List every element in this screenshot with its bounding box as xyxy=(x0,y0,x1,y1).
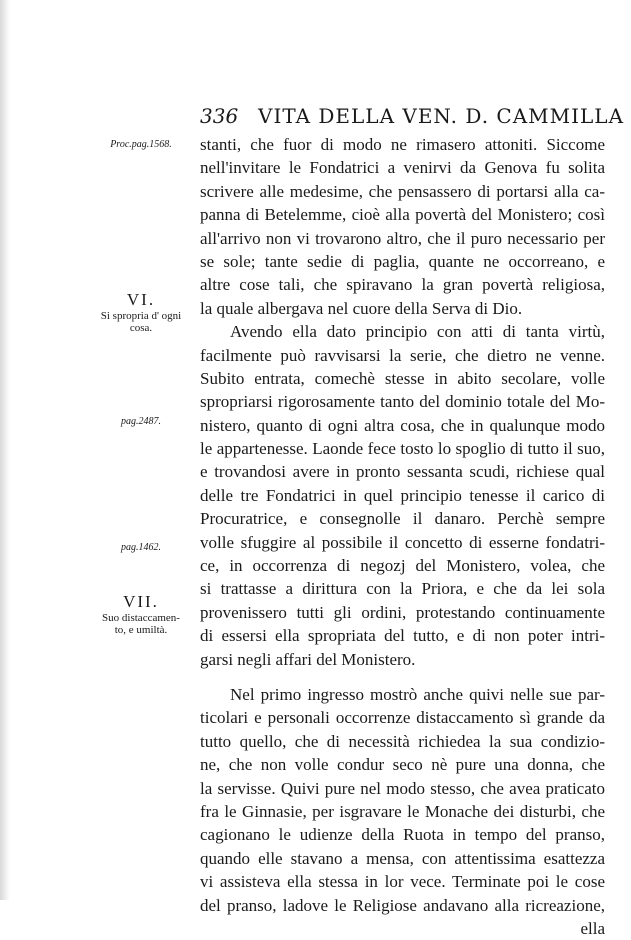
text-line: Procuratrice, e consegnolle il danaro. Perchè sempre xyxy=(200,509,605,529)
text-line: se sole; tante sedie di paglia, quante ne occorreano, e xyxy=(200,251,605,271)
paragraph xyxy=(200,133,605,320)
text-line: provenissero tutti gli ordini, protestando continuamente xyxy=(200,602,605,622)
section-number: VI. xyxy=(126,290,156,309)
text-line: altre cose tali, che spiravano la gran povertà religiosa, xyxy=(200,275,605,295)
section-summary-line: to, e umiltà. xyxy=(114,624,168,636)
text-line: vi assisteva ella stessa in lor vece. Terminate poi le cose xyxy=(200,872,605,892)
text-line: e trovandosi avere in pronto sessanta scudi, richiese qual xyxy=(200,462,605,482)
text-line: nistero, quanto di ogni altra cosa, che in qualunque modo xyxy=(200,415,605,435)
text-line: panna di Betelemme, cioè alla povertà del Monistero; così xyxy=(200,205,605,225)
catchword: ella xyxy=(580,918,605,938)
text-line: volle sfuggire al possibile il concetto di esserne fondatri- xyxy=(200,532,605,552)
text-line: spropriarsi rigorosamente tanto del dominio totale del Mo- xyxy=(200,392,605,412)
text-line: garsi negli affari del Monistero. xyxy=(200,649,416,669)
section-summary-line: Suo distaccamen- xyxy=(102,612,180,624)
text-line: quando elle stavano a mensa, con attentissima esattezza xyxy=(200,848,605,868)
section-number: VII. xyxy=(123,592,159,611)
page-gutter xyxy=(0,0,10,900)
text-line: delle tre Fondatrici in quel principio tenesse il carico di xyxy=(200,485,605,505)
text-line: Avendo ella dato principio con atti di tanta virtù, xyxy=(230,322,605,342)
text-line: la servisse. Quivi pure nel modo stesso, che avea praticato xyxy=(200,778,605,798)
page-number: 336 xyxy=(200,104,239,128)
body-text xyxy=(200,133,605,940)
margin-reference: pag.1462. xyxy=(121,542,161,553)
text-line: tutto quello, che di necessità richiedea la sua condizio- xyxy=(200,731,605,751)
text-line: di essersi ella spropriata del tutto, e di non poter intri- xyxy=(200,626,605,646)
text-line: Subito entrata, comechè stesse in abito secolare, volle xyxy=(200,368,605,388)
text-line: scrivere alle medesime, che pensassero di portarsi alla ca- xyxy=(200,181,605,201)
page-header xyxy=(200,104,625,130)
section-summary-line: Si spropria d' ogni xyxy=(100,310,182,322)
paragraph-gap xyxy=(200,671,605,683)
text-line: nell'invitare le Fondatrici a venirvi da Genova fu solita xyxy=(200,158,605,178)
margin-reference: Proc.pag.1568. xyxy=(110,139,172,150)
text-line: la quale albergava nel cuore della Serva di Dio. xyxy=(200,298,523,318)
paragraph xyxy=(200,683,605,917)
text-line: cagionano le udienze della Ruota in tempo del pranso, xyxy=(200,825,605,845)
text-line: ce, in occorrenza di negozj del Monistero, volea, che xyxy=(200,556,605,576)
text-line: fra le Ginnasie, per isgravare le Monache dei disturbi, che xyxy=(200,801,605,821)
text-line: del pranso, ladove le Religiose andavano alla ricreazione, xyxy=(200,895,605,915)
text-line: Nel primo ingresso mostrò anche quivi nelle sue par- xyxy=(230,684,605,704)
section-summary-line: cosa. xyxy=(129,322,153,334)
text-line: ticolari e personali occorrenze distaccamento sì grande da xyxy=(200,708,605,728)
margin-section-note xyxy=(96,592,186,636)
text-line: ne, che non volle condur seco nè pure una donna, che xyxy=(200,755,605,775)
running-title: VITA DELLA VEN. D. CAMMILLA xyxy=(258,104,625,128)
text-line: facilmente può ravvisarsi la serie, che dietro ne venne. xyxy=(200,345,605,365)
text-line: all'arrivo non vi trovarono altro, che il puro necessario per xyxy=(200,228,605,248)
text-line: le appartenesse. Laonde fece tosto lo spoglio di tutto il suo, xyxy=(200,439,605,459)
text-line: stanti, che fuor di modo ne rimasero attoniti. Siccome xyxy=(200,135,605,154)
paragraph xyxy=(200,320,605,671)
margin-reference: pag.2487. xyxy=(121,416,161,427)
text-line: si trattasse a dirittura con la Priora, e che da lei sola xyxy=(200,579,605,599)
margin-section-note xyxy=(96,290,186,334)
